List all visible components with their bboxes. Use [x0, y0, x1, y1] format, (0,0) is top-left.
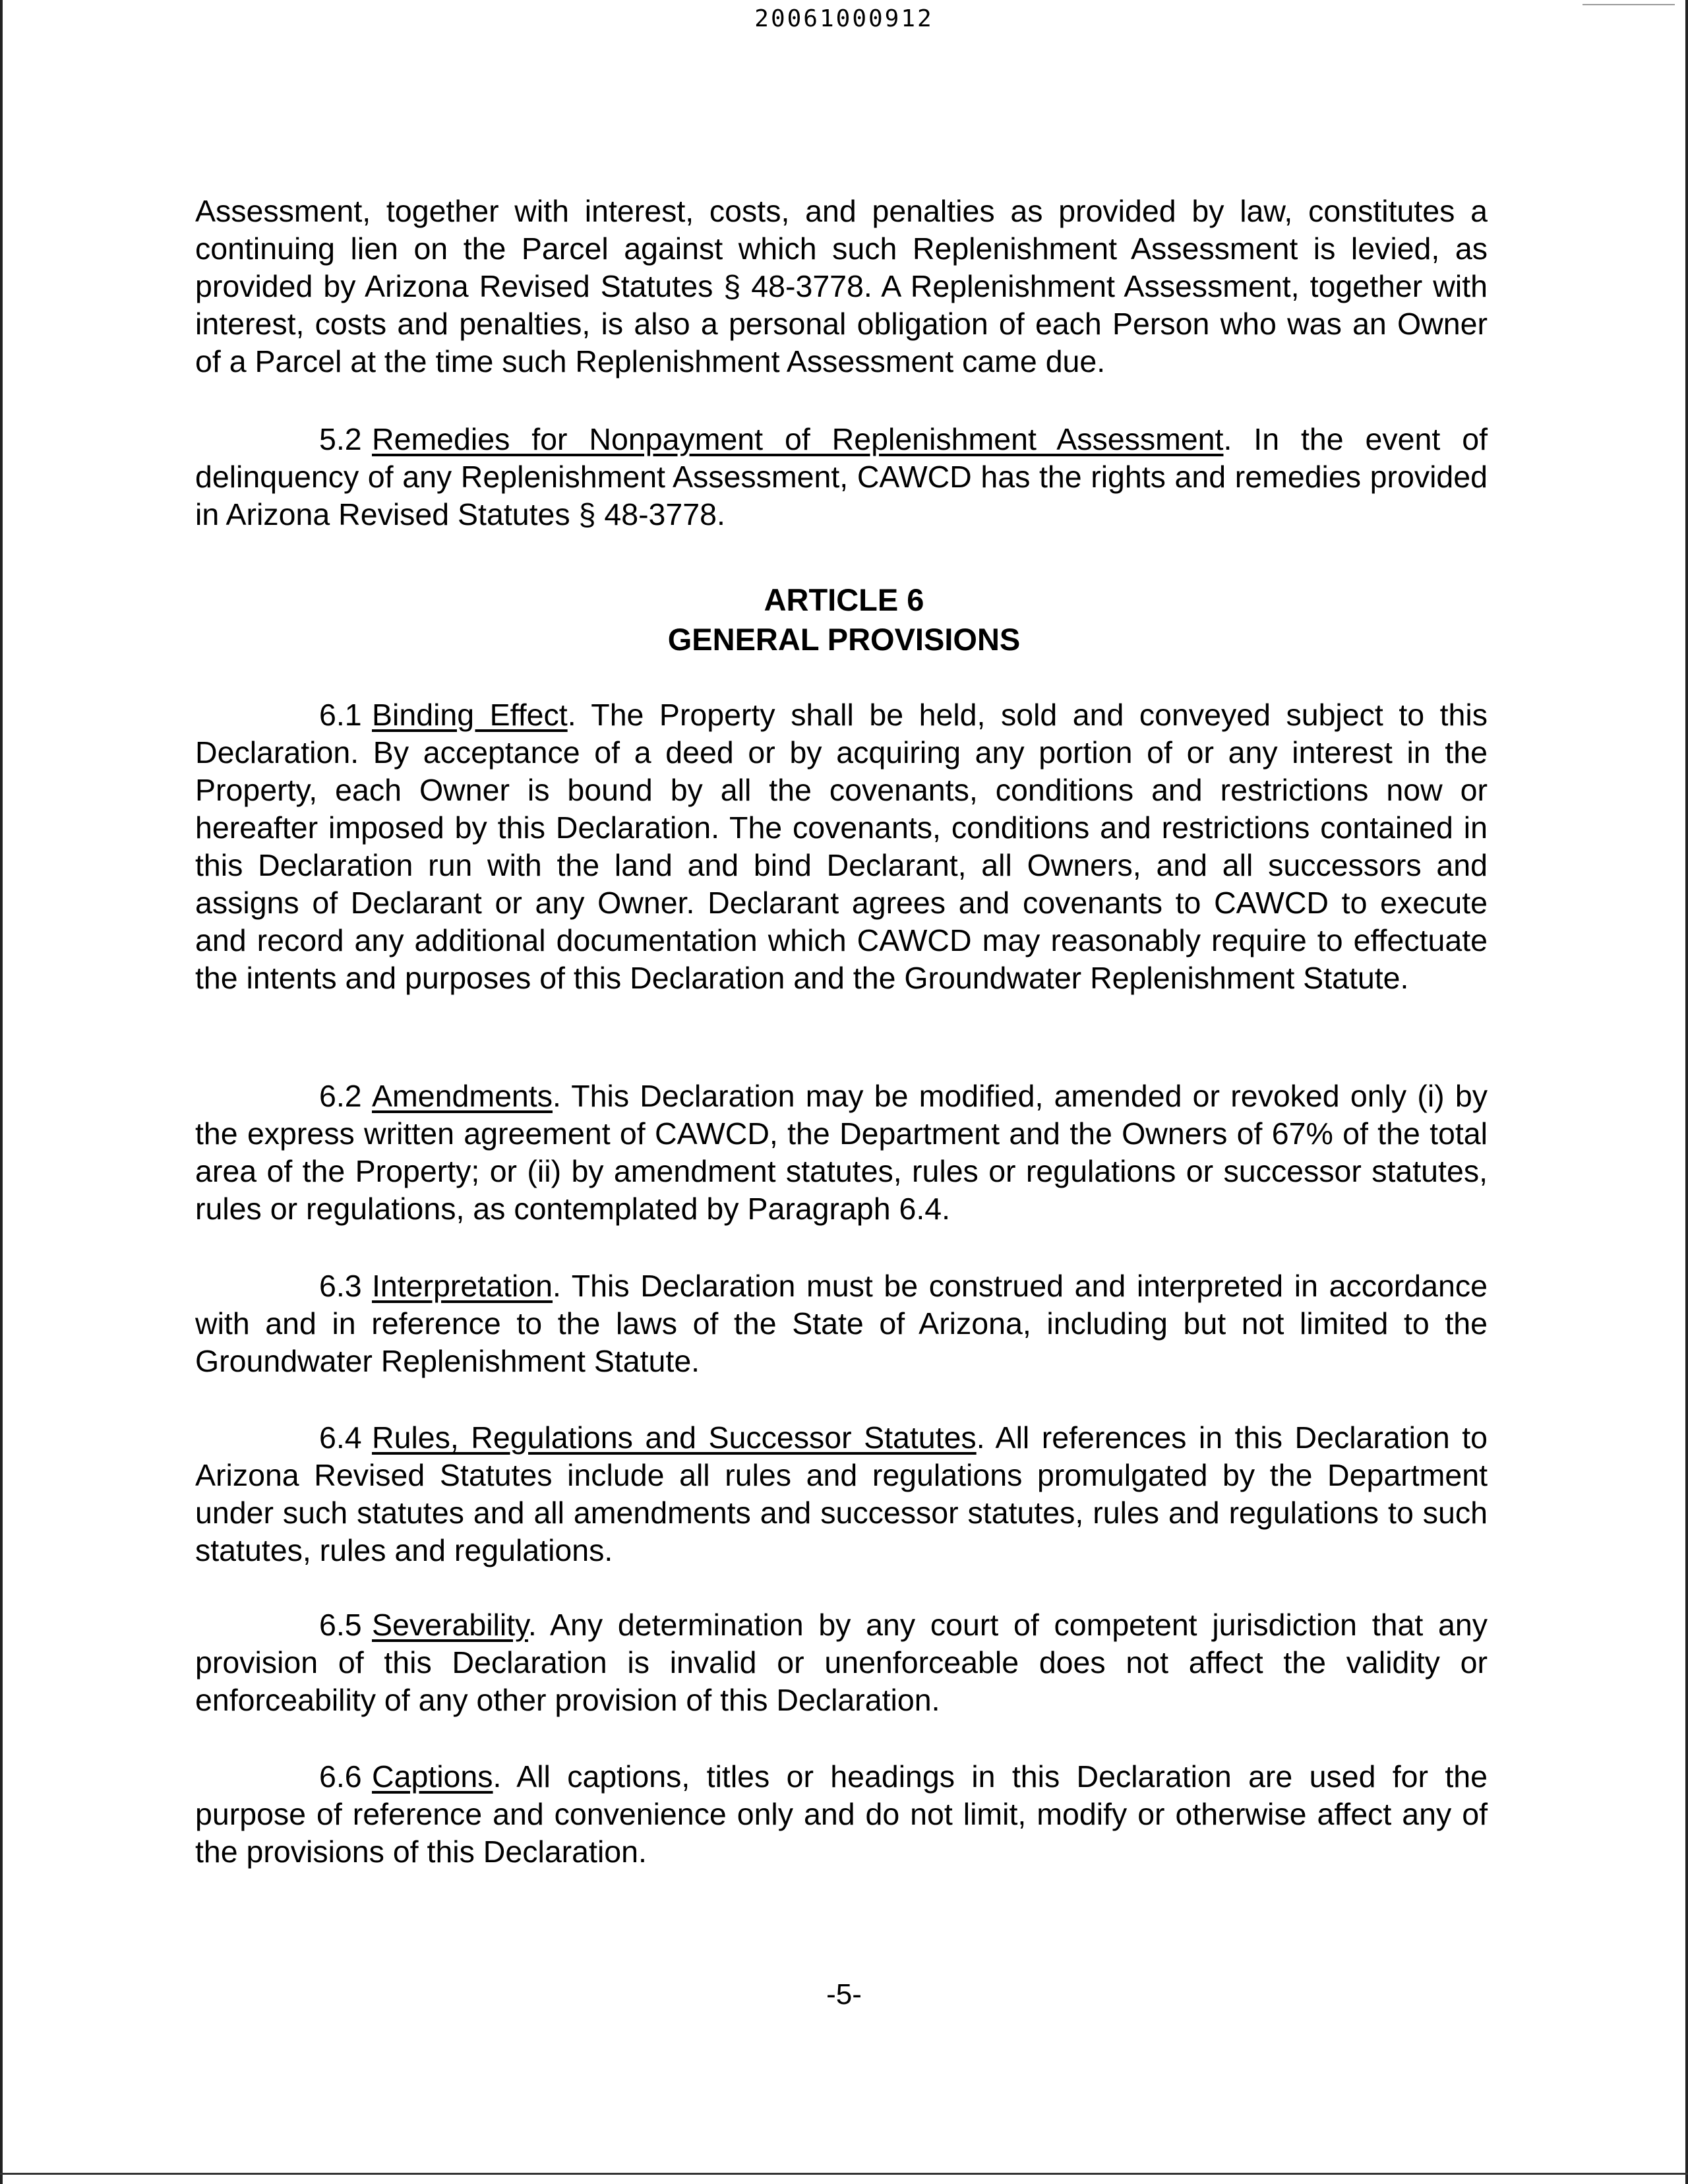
section-6-3: [195, 1267, 1488, 1380]
section-heading: Remedies for Nonpayment of Replenishment Assessment: [372, 422, 1224, 456]
article-number: ARTICLE 6: [764, 582, 924, 617]
section-text: . Any determination by any court of competent jurisdiction that any provision of this Declaration is invalid or unenforceable does not affect the validity or enforceability of any other provision of this Declaration.: [195, 1608, 1488, 1717]
scan-border-bottom: [0, 2173, 1688, 2175]
page-number: -5-: [826, 1978, 862, 2011]
section-text: . The Property shall be held, sold and conveyed subject to this Declaration. By acceptance of a deed or by acquiring any portion of or any interest in the Property, each Owner is bound by all the covenants, conditions and restrictions now or hereafter imposed by this Declaration. The covenants, conditions and restrictions contained in this Declaration run with the land and bind Declarant, all Owners, and all successors and assigns of Declarant or any Owner. Declarant agrees and covenants to CAWCD to execute and record any additional documentation which CAWCD may reasonably require to effectuate the intents and purposes of this Declaration and the Groundwater Replenishment Statute.: [195, 698, 1488, 995]
section-6-4: [195, 1419, 1488, 1569]
section-number: 6.2: [319, 1079, 362, 1113]
continuation-paragraph: Assessment, together with interest, costs, and penalties as provided by law, constitutes a continuing lien on the Parcel against which such Replenishment Assessment is levied, as provided by Arizona Revised Statutes § 48-3778. A Replenishment Assessment, together with interest, costs and penalties, is also a personal obligation of each Person who was an Owner of a Parcel at the time such Replenishment Assessment came due.: [195, 194, 1488, 379]
document-number: 20061000912: [754, 5, 934, 32]
section-6-2: [195, 1077, 1488, 1228]
section-6-6: [195, 1758, 1488, 1871]
section-text: . In the event of delinquency of any Replenishment Assessment, CAWCD has the rights and remedies provided in Arizona Revised Statutes § 48-3778.: [195, 422, 1488, 531]
article-title: GENERAL PROVISIONS: [667, 622, 1021, 657]
section-number: 6.5: [319, 1608, 362, 1642]
section-text: . This Declaration must be construed and interpreted in accordance with and in reference to the laws of the State of Arizona, including but not limited to the Groundwater Replenishment Statute.: [195, 1269, 1488, 1378]
section-text: . This Declaration may be modified, amended or revoked only (i) by the express written agreement of CAWCD, the Department and the Owners of 67% of the total area of the Property; or (ii) by amendment statutes, rules or regulations or successor statutes, rules or regulations, as contemplated by Paragraph 6.4.: [195, 1079, 1488, 1226]
section-heading: Amendments: [372, 1079, 553, 1113]
section-heading: Binding Effect: [372, 698, 568, 732]
article-heading: [0, 580, 1688, 659]
section-5-2: [195, 421, 1488, 533]
section-text: . All references in this Declaration to Arizona Revised Statutes include all rules and regulations promulgated by the Department under such statutes and all amendments and successor statutes, rules and regulations to such statutes, rules and regulations.: [195, 1420, 1488, 1567]
section-number: 6.6: [319, 1759, 362, 1794]
section-number: 6.3: [319, 1269, 362, 1303]
section-number: 6.1: [319, 698, 362, 732]
section-heading: Interpretation: [372, 1269, 553, 1303]
section-heading: Captions: [372, 1759, 493, 1794]
scan-border-right: [1685, 0, 1688, 2184]
section-heading: Rules, Regulations and Successor Statutes: [372, 1420, 977, 1455]
section-text: . All captions, titles or headings in this Declaration are used for the purpose of reference and convenience only and do not limit, modify or otherwise affect any of the provisions of this Declaration.: [195, 1759, 1488, 1869]
scan-border-left: [0, 0, 3, 2184]
section-number: 6.4: [319, 1420, 362, 1455]
section-6-5: [195, 1606, 1488, 1719]
section-number: 5.2: [319, 422, 362, 456]
section-heading: Severability: [372, 1608, 528, 1642]
section-6-1: [195, 696, 1488, 997]
